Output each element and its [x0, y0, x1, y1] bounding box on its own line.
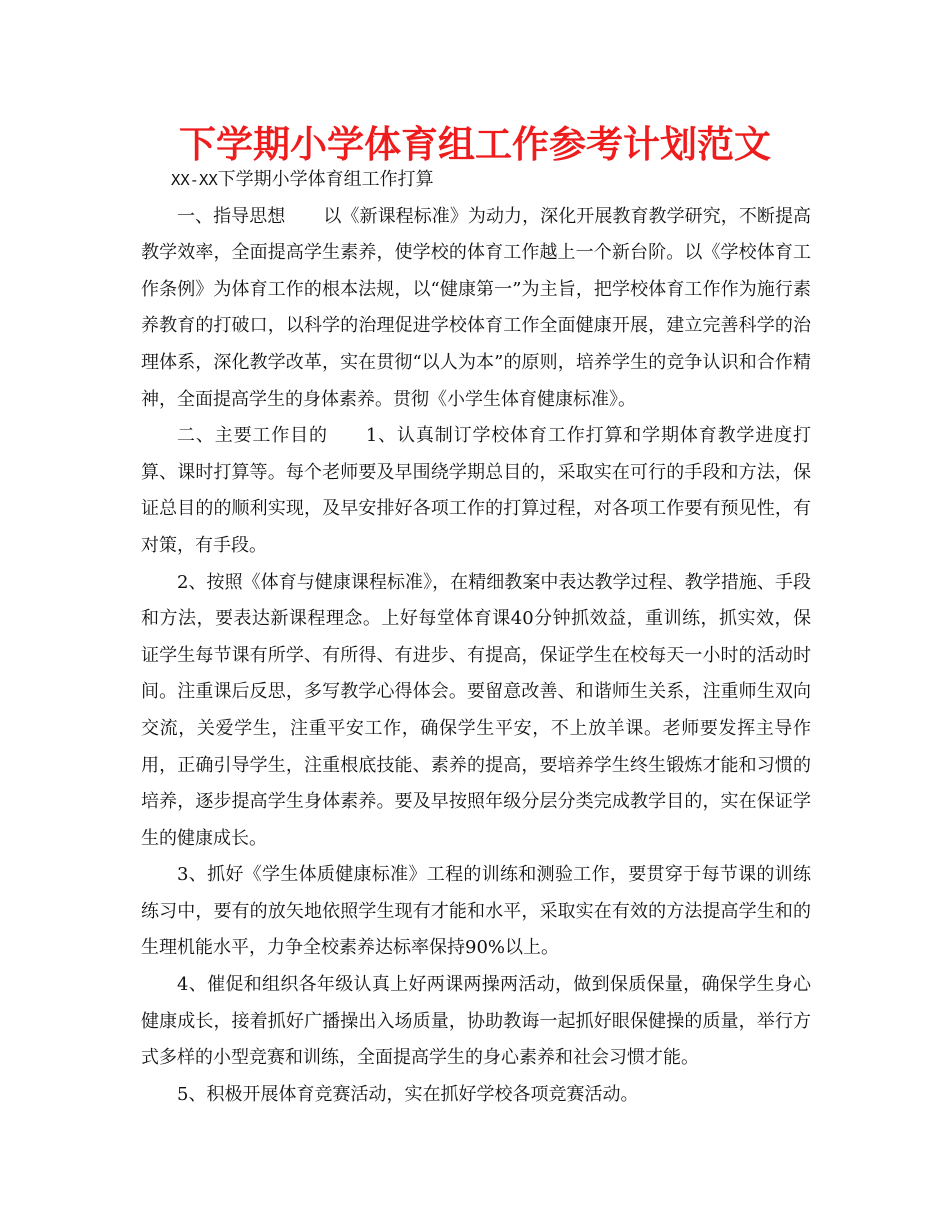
section-2-paragraph	[141, 418, 811, 564]
document-title: 下学期小学体育组工作参考计划范文	[179, 123, 771, 166]
section-2-body: 1、认真制订学校体育工作打算和学期体育教学进度打算、课时打算等。每个老师要及早围绕学期总目的，采取实在可行的手段和方法，保证总目的的顺利实现，及早安排好各项工作的打算过程，对各项工作要有预见性，有对策，有手段。	[141, 425, 812, 556]
section-2-heading: 二、主要工作目的	[177, 425, 328, 447]
section-1-paragraph	[141, 199, 811, 419]
document-body	[141, 162, 811, 1113]
item-4-paragraph: 4、催促和组织各年级认真上好两课两操两活动，做到保质保量，确保学生身心健康成长，接着抓好广播操出入场质量，协助教诲一起抓好眼保健操的质量，举行方式多样的小型竞赛和训练，全面提高学生的身心素养和社会习惯才能。	[141, 974, 811, 1069]
section-1-heading: 一、指导思想	[177, 205, 286, 227]
item-3-paragraph: 3、抓好《学生体质健康标准》工程的训练和测验工作，要贯穿于每节课的训练练习中，要有的放矢地依照学生现有才能和水平，采取实在有效的方法提高学生和的生理机能水平，力争全校素养达标率保持90%以上。	[141, 864, 811, 959]
subtitle-text: 下学期小学体育组工作打算	[217, 169, 434, 190]
subtitle-prefix: XX-XX	[171, 171, 218, 189]
document-subtitle	[171, 162, 811, 199]
section-1-body: 以《新课程标准》为动力，深化开展教育教学研究，不断提高教学效率，全面提高学生素养，使学校的体育工作越上一个新台阶。以《学校体育工作条例》为体育工作的根本法规，以“健康第一”为主旨，把学校体育工作作为施行素养教育的打破口，以科学的治理促进学校体育工作全面健康开展，建立完善科学的治理体系，深化教学改革，实在贯彻“以人为本”的原则，培养学生的竞争认识和合作精神，全面提高学生的身体素养。贯彻《小学生体育健康标准》。	[141, 205, 812, 410]
item-5-paragraph: 5、积极开展体育竞赛活动，实在抓好学校各项竞赛活动。	[177, 1083, 639, 1105]
item-2-paragraph: 2、按照《体育与健康课程标准》，在精细教案中表达教学过程、教学措施、手段和方法，要表达新课程理念。上好每堂体育课40分钟抓效益，重训练，抓实效，保证学生每节课有所学、有所得、有进步、有提高，保证学生在校每天一小时的活动时间。注重课后反思，多写教学心得体会。要留意改善、和谐师生关系，注重师生双向交流，关爱学生，注重平安工作，确保学生平安，不上放羊课。老师要发挥主导作用，正确引导学生，注重根底技能、素养的提高，要培养学生终生锻炼才能和习惯的培养，逐步提高学生身体素养。要及早按照年级分层分类完成教学目的，实在保证学生的健康成长。	[141, 571, 811, 849]
